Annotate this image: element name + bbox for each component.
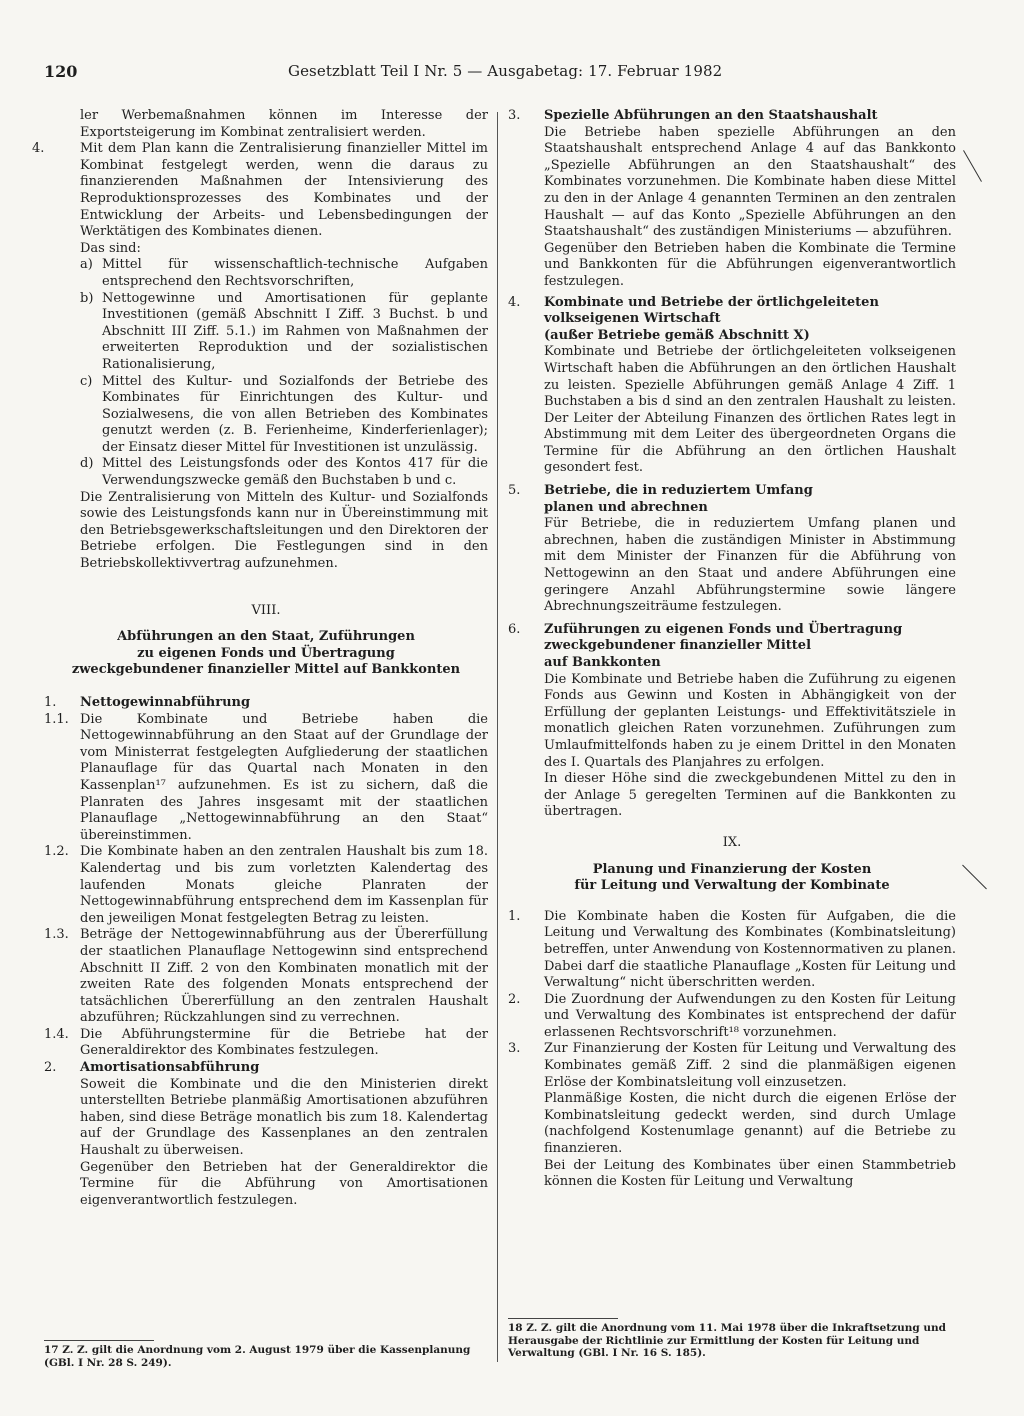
paragraph-number: 1.4.: [44, 1026, 69, 1042]
amortisation-paragraph: Soweit die Kombinate und die den Ministerien direkt unterstellten Betriebe planmäßig Amortisationen abzuführen haben, sind diese Beträge monatlich bis zum 18. Kalendertag auf der Grundlage des Kassenplanes an den zentralen Haushalt zu überweisen.: [80, 1076, 488, 1159]
paragraph-text: Die Kombinate haben an den zentralen Haushalt bis zum 18. Kalendertag und bis zum vorletzten Kalendertag des laufenden Monats gleiche Planraten der Nettogewinnabführung entsprechend dem im Kassenplan für den jeweiligen Monat festgelegten Betrag zu leisten.: [80, 844, 488, 926]
item-number: 4.: [32, 141, 45, 157]
heading-title: Amortisationsabführung: [80, 1060, 260, 1076]
item-number: 2.: [508, 991, 521, 1007]
left-column: [32, 108, 488, 1209]
running-head: Gesetzblatt Teil I Nr. 5 — Ausgabetag: 17. Februar 1982: [288, 62, 723, 80]
section-title-line: für Leitung und Verwaltung der Kombinate: [574, 878, 890, 894]
item-number: 1.: [508, 908, 521, 924]
heading-number: 1.: [44, 695, 57, 710]
ix-item-1: [508, 909, 956, 992]
heading-6: [508, 622, 956, 672]
heading-2: [44, 1060, 488, 1077]
paragraph-1-3: [44, 927, 488, 1027]
heading-title-line: volkseigenen Wirtschaft: [544, 311, 721, 327]
list-item-b: [44, 291, 488, 374]
list-item-c: [44, 374, 488, 457]
heading-title: Nettogewinnabführung: [80, 695, 251, 710]
page-header: [44, 60, 952, 86]
item-text: Zur Finanzierung der Kosten für Leitung und Verwaltung des Kombinates gemäß Ziff. 2 sind die planmäßigen eigenen Erlöse der Kombinatsleitung voll einzusetzen.: [544, 1041, 956, 1090]
heading-title-line: Kombinate und Betriebe der örtlichgeleiteten: [544, 294, 879, 310]
fund-allocation-paragraph: Die Kombinate und Betriebe haben die Zuführung zu eigenen Fonds aus Gewinn und Kosten in Abhängigkeit von der Erfüllung der geplanten Leistungs- und Effektivitätsziele in monatlich gleichen Raten vorzunehmen. Zuführungen zum Umlaufmittelfonds haben zu je einem Drittel in den Monaten des I. Quartals des Planjahres zu erfolgen.: [544, 671, 956, 770]
list-marker: d): [80, 456, 94, 472]
page-number: 120: [44, 62, 78, 81]
list-text: Mittel für wissenschaftlich-technische Aufgaben entsprechend den Rechtsvorschriften,: [102, 257, 488, 289]
special-transfers-deadlines: Gegenüber den Betrieben haben die Kombinate die Termine und Bankkonten für die Abführungen eigenverantwortlich festzulegen.: [544, 240, 956, 289]
list-item-a: [44, 257, 488, 290]
heading-number: 4.: [508, 294, 521, 310]
reduced-scope-paragraph: Für Betriebe, die in reduziertem Umfang planen und abrechnen, haben die zuständigen Minister in Abstimmung mit dem Minister der Finanzen für die Abführung von Nettogewinn an den Staat und andere Abführungen eine geringere Anzahl Abführungstermine sowie längere Abrechnungszeiträume festzulegen.: [544, 516, 956, 615]
paragraph-number: 1.3.: [44, 927, 69, 943]
footnote-18: 18 Z. Z. gilt die Anordnung vom 11. Mai 1978 über die Inkraftsetzung und Herausgabe der Richtlinie zur Ermittlung der Kosten für Leitung und Verwaltung (GBl. I Nr. 16 S. 185).: [508, 1322, 946, 1359]
footnote-rule-right: [508, 1318, 618, 1319]
ix-item-2: [508, 992, 956, 1042]
intro-paragraph: ler Werbemaßnahmen können im Interesse der Exportsteigerung im Kombinat zentralisiert werden.: [80, 108, 488, 140]
item-text: Die Kombinate haben die Kosten für Aufgaben, die die Leitung und Verwaltung des Kombinates (Kombinatsleitung) betreffen, unter Anwendung von Kostennormativen zu planen. Dabei darf die staatliche Planauflage „Kosten für Leitung und Verwaltung“ nicht überschritten werden.: [544, 908, 956, 991]
item-text: Mit dem Plan kann die Zentralisierung finanzieller Mittel im Kombinat festgelegt werden, wenn die daraus zu finanzierenden Maßnahmen der Intensivierung des Reproduktionsprozesses des Kombinates und der Entwicklung der Arbeits- und Lebensbedingungen der Werktätigen des Kombinates dienen.: [80, 141, 488, 240]
section-title-line: zweckgebundener finanzieller Mittel auf Bankkonten: [71, 662, 461, 678]
das-sind-label: Das sind:: [80, 240, 141, 256]
list-item-d: [44, 456, 488, 489]
heading-title-line: planen und abrechnen: [544, 499, 708, 515]
section-number-ix: IX.: [722, 834, 742, 850]
item-number: 3.: [508, 1041, 521, 1057]
paragraph-text: Beträge der Nettogewinnabführung aus der Übererfüllung der staatlichen Planauflage Nettogewinn sind entsprechend Abschnitt II Ziff. 2 von den Kombinaten monatlich mit der zweiten Rate des folgenden Monats entsprechend der tatsächlichen Übererfüllung an den zentralen Haushalt abzuführen; Rückzahlungen sind zu verrechnen.: [80, 927, 488, 1026]
paragraph-1-4: [44, 1027, 488, 1060]
heading-title-line: Betriebe, die in reduziertem Umfang: [544, 483, 813, 499]
column-divider: [497, 112, 498, 1362]
heading-title-line: auf Bankkonten: [544, 655, 661, 670]
paragraph-text: Die Kombinate und Betriebe haben die Nettogewinnabführung an den Staat auf der Grundlage der vom Ministerrat festgelegten Aufgliederung der staatlichen Planauflage für das Quartal nach Monaten in den Kassenplan¹⁷ aufzunehmen. Es ist zu sichern, daß die Planraten des Jahres insgesamt mit der staatlichen Planauflage „Nettogewinnabführung an den Staat“ übereinstimmen.: [80, 711, 488, 843]
item-text: Die Zuordnung der Aufwendungen zu den Kosten für Leitung und Verwaltung des Kombinates ist entsprechend der dafür erlassenen Rechtsvorschrift¹⁸ vorzunehmen.: [544, 991, 956, 1040]
ix-item-3: [508, 1041, 956, 1091]
right-column: [508, 108, 956, 1191]
centralization-paragraph: Die Zentralisierung von Mitteln des Kultur- und Sozialfonds sowie des Leistungsfonds kann nur in Übereinstimmung mit den Betriebsgewerkschaftsleitungen und den Direktoren der Betriebe erfolgen. Die Festlegungen sind in den Betriebskollektivvertrag aufzunehmen.: [80, 489, 488, 572]
section-title-line: zu eigenen Fonds und Übertragung: [137, 645, 395, 661]
paragraph-1-2: [44, 844, 488, 927]
section-title-viii: [44, 629, 488, 679]
local-economy-paragraph: Kombinate und Betriebe der örtlichgeleiteten volkseigenen Wirtschaft haben die Abführungen an den örtlichen Haushalt zu leisten. Spezielle Abführungen gemäß Anlage 4 Ziff. 1 Buchstaben a bis d sind an den zentralen Haushalt zu leisten. Der Leiter der Abteilung Finanzen des örtlichen Rates legt in Abstimmung mit dem Leiter des übergeordneten Organs die Termine für die Abführung an den örtlichen Haushalt gesondert fest.: [544, 344, 956, 476]
heading-title-line: zweckgebundener finanzieller Mittel: [544, 638, 812, 654]
paragraph-text: Die Abführungstermine für die Betriebe hat der Generaldirektor des Kombinates festzulegen.: [80, 1026, 488, 1059]
heading-number: 3.: [508, 108, 521, 123]
heading-number: 6.: [508, 621, 521, 637]
special-transfers-paragraph: Die Betriebe haben spezielle Abführungen an den Staatshaushalt entsprechend Anlage 4 auf das Bankkonto „Spezielle Abführungen an den Staatshaushalt“ des Kombinates vorzunehmen. Die Kombinate haben diese Mittel zu den in der Anlage 4 genannten Terminen an den zentralen Haushalt — auf das Konto „Spezielle Abführungen an den Staatshaushalt“ des zuständigen Ministeriums — abzuführen.: [544, 124, 956, 240]
section-title-line: Planung und Finanzierung der Kosten: [592, 861, 872, 877]
paragraph-number: 1.2.: [44, 844, 69, 860]
heading-title: Spezielle Abführungen an den Staatshaushalt: [544, 108, 878, 123]
fund-transfer-paragraph: In dieser Höhe sind die zweckgebundenen Mittel zu den in der Anlage 5 geregelten Terminen auf die Bankkonten zu übertragen.: [544, 771, 956, 820]
heading-1: [44, 695, 488, 712]
list-text: Mittel des Leistungsfonds oder des Kontos 417 für die Verwendungszwecke gemäß den Buchstaben b und c.: [102, 456, 488, 489]
heading-number: 2.: [44, 1060, 57, 1076]
parent-enterprise-paragraph: Bei der Leitung des Kombinates über einen Stammbetrieb können die Kosten für Leitung und Verwaltung: [544, 1157, 956, 1190]
heading-5: [508, 483, 956, 516]
footnote-17: 17 Z. Z. gilt die Anordnung vom 2. August 1979 über die Kassenplanung (GBl. I Nr. 28 S. 249).: [44, 1344, 471, 1369]
list-marker: b): [80, 290, 94, 306]
list-text: Mittel des Kultur- und Sozialfonds der Betriebe des Kombinates für Einrichtungen des Kultur- und Sozialwesens, die von allen Betrieben des Kombinates genutzt werden (z. B. Ferienheime, Kinderferienlager); der Einsatz dieser Mittel für Investitionen ist unzulässig.: [102, 373, 488, 455]
amortisation-deadline-paragraph: Gegenüber den Betrieben hat der Generaldirektor die Termine für die Abführung von Amortisationen eigenverantwortlich festzulegen.: [80, 1159, 488, 1208]
heading-4: [508, 295, 956, 345]
paragraph-1-1: [44, 712, 488, 845]
section-title-line: Abführungen an den Staat, Zuführungen: [117, 629, 415, 645]
heading-3: [508, 108, 956, 125]
list-marker: c): [80, 373, 93, 389]
margin-mark: [963, 150, 982, 182]
margin-mark: [962, 865, 987, 890]
list-text: Nettogewinne und Amortisationen für geplante Investitionen (gemäß Abschnitt I Ziff. 3 Buchst. b und Abschnitt III Ziff. 5.1.) im Rahmen von Maßnahmen der erweiterten Reproduktion und der sozialistischen Rationalisierung,: [102, 290, 488, 372]
heading-title-line: Zuführungen zu eigenen Fonds und Übertragung: [544, 621, 903, 637]
heading-number: 5.: [508, 483, 521, 499]
paragraph-number: 1.1.: [44, 711, 69, 727]
cost-levy-paragraph: Planmäßige Kosten, die nicht durch die eigenen Erlöse der Kombinatsleitung gedeckt werden, sind durch Umlage (nachfolgend Kostenumlage genannt) auf die Betriebe zu finanzieren.: [544, 1091, 956, 1157]
footnote-rule-left: [44, 1340, 154, 1341]
item-4: [32, 141, 488, 241]
section-title-ix: [508, 862, 956, 895]
list-marker: a): [80, 257, 93, 273]
heading-title-line: (außer Betriebe gemäß Abschnitt X): [544, 327, 810, 343]
section-number-viii: VIII.: [251, 602, 281, 618]
